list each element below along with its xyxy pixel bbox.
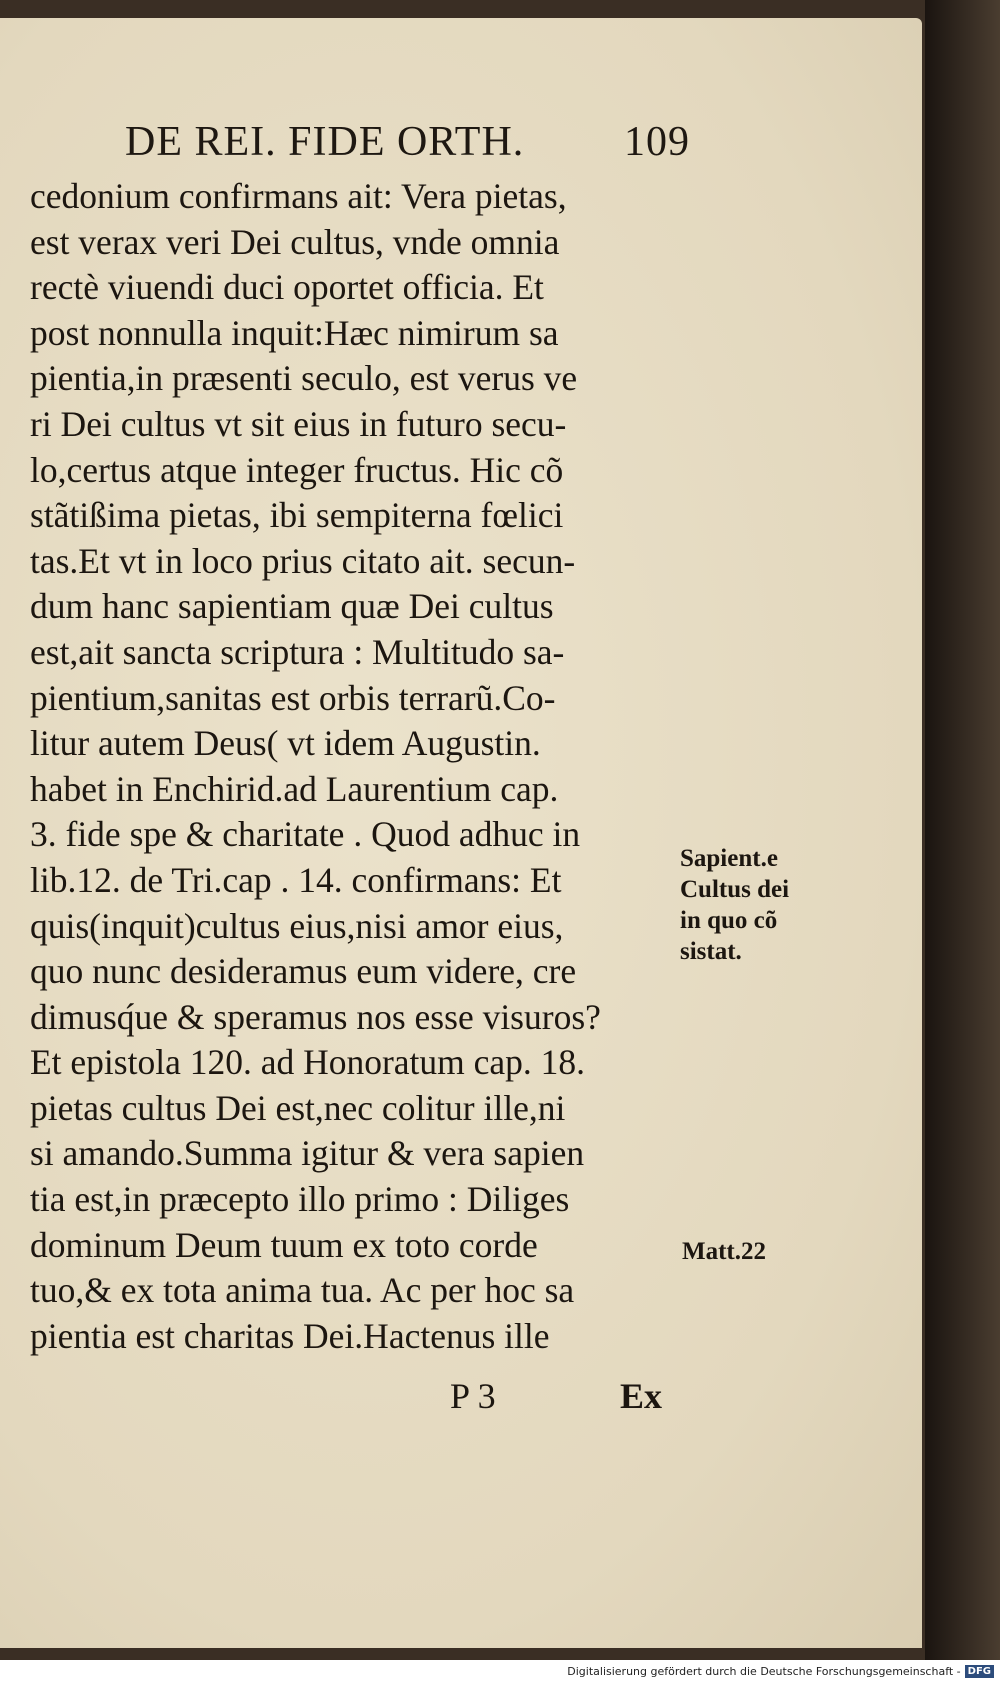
text-line: si amando.Summa igitur & vera sapien	[30, 1133, 585, 1174]
dfg-logo: DFG	[965, 1665, 994, 1678]
margin-bible-reference: Matt.22	[682, 1238, 766, 1265]
running-head-title: DE REI. FIDE ORTH.	[125, 119, 525, 165]
page-number: 109	[624, 119, 690, 165]
text-line: tia est,in præcepto illo primo : Diliges	[30, 1179, 570, 1220]
margin-note-line: in quo cõ	[680, 907, 778, 934]
signature-mark: P 3	[450, 1376, 496, 1416]
text-line: Et epistola 120. ad Honoratum cap. 18.	[30, 1042, 586, 1083]
footer-credit: Digitalisierung gefördert durch die Deutsche Forschungsgemeinschaft -	[567, 1665, 961, 1678]
text-line: stãtißima pietas, ibi sempiterna fœlici	[30, 495, 564, 536]
text-line: pietas cultus Dei est,nec colitur ille,ni	[30, 1087, 566, 1128]
text-line: pientium,sanitas est orbis terrarũ.Co-	[30, 677, 556, 718]
scan-edge-shadow	[925, 0, 1000, 1660]
text-line: est verax veri Dei cultus, vnde omnia	[30, 221, 560, 262]
text-line: 3. fide spe & charitate . Quod adhuc in	[30, 814, 581, 855]
margin-note-line: sistat.	[680, 938, 742, 965]
text-line: quis(inquit)cultus eius,nisi amor eius,	[30, 905, 564, 946]
text-line: lo,certus atque integer fructus. Hic cõ	[30, 449, 564, 490]
text-line: lib.12. de Tri.cap . 14. confirmans: Et	[30, 859, 562, 900]
text-line: post nonnulla inquit:Hæc nimirum sa	[30, 312, 559, 353]
text-line: rectè viuendi duci oportet officia. Et	[30, 267, 544, 308]
text-line: dominum Deum tuum ex toto corde	[30, 1224, 538, 1265]
margin-note	[680, 843, 855, 967]
text-line: litur autem Deus( vt idem Augustin.	[30, 723, 541, 764]
margin-note-line: Cultus dei	[680, 876, 790, 903]
text-line: est,ait sancta scriptura : Multitudo sa-	[30, 631, 565, 672]
text-line: habet in Enchirid.ad Laurentium cap.	[30, 768, 559, 809]
running-head	[125, 118, 690, 174]
catchword: Ex	[620, 1376, 663, 1416]
text-line: pientia est charitas Dei.Hactenus ille	[30, 1315, 550, 1356]
body-text	[30, 174, 685, 1359]
text-line: cedonium confirmans ait: Vera pietas,	[30, 176, 567, 216]
text-line: dum hanc sapientiam quæ Dei cultus	[30, 586, 554, 627]
text-line: pientia,in præsenti seculo, est verus ve	[30, 358, 578, 399]
text-line: tas.Et vt in loco prius citato ait. secun-	[30, 540, 576, 581]
text-line: quo nunc desideramus eum videre, cre	[30, 951, 577, 992]
text-line: ri Dei cultus vt sit eius in futuro secu-	[30, 403, 567, 444]
text-line: tuo,& ex tota anima tua. Ac per hoc sa	[30, 1270, 575, 1311]
margin-note-line: Sapient.e	[680, 845, 778, 872]
text-line: dimusq́ue & speramus nos esse visuros?	[30, 996, 601, 1037]
digitization-footer	[0, 1660, 1000, 1683]
